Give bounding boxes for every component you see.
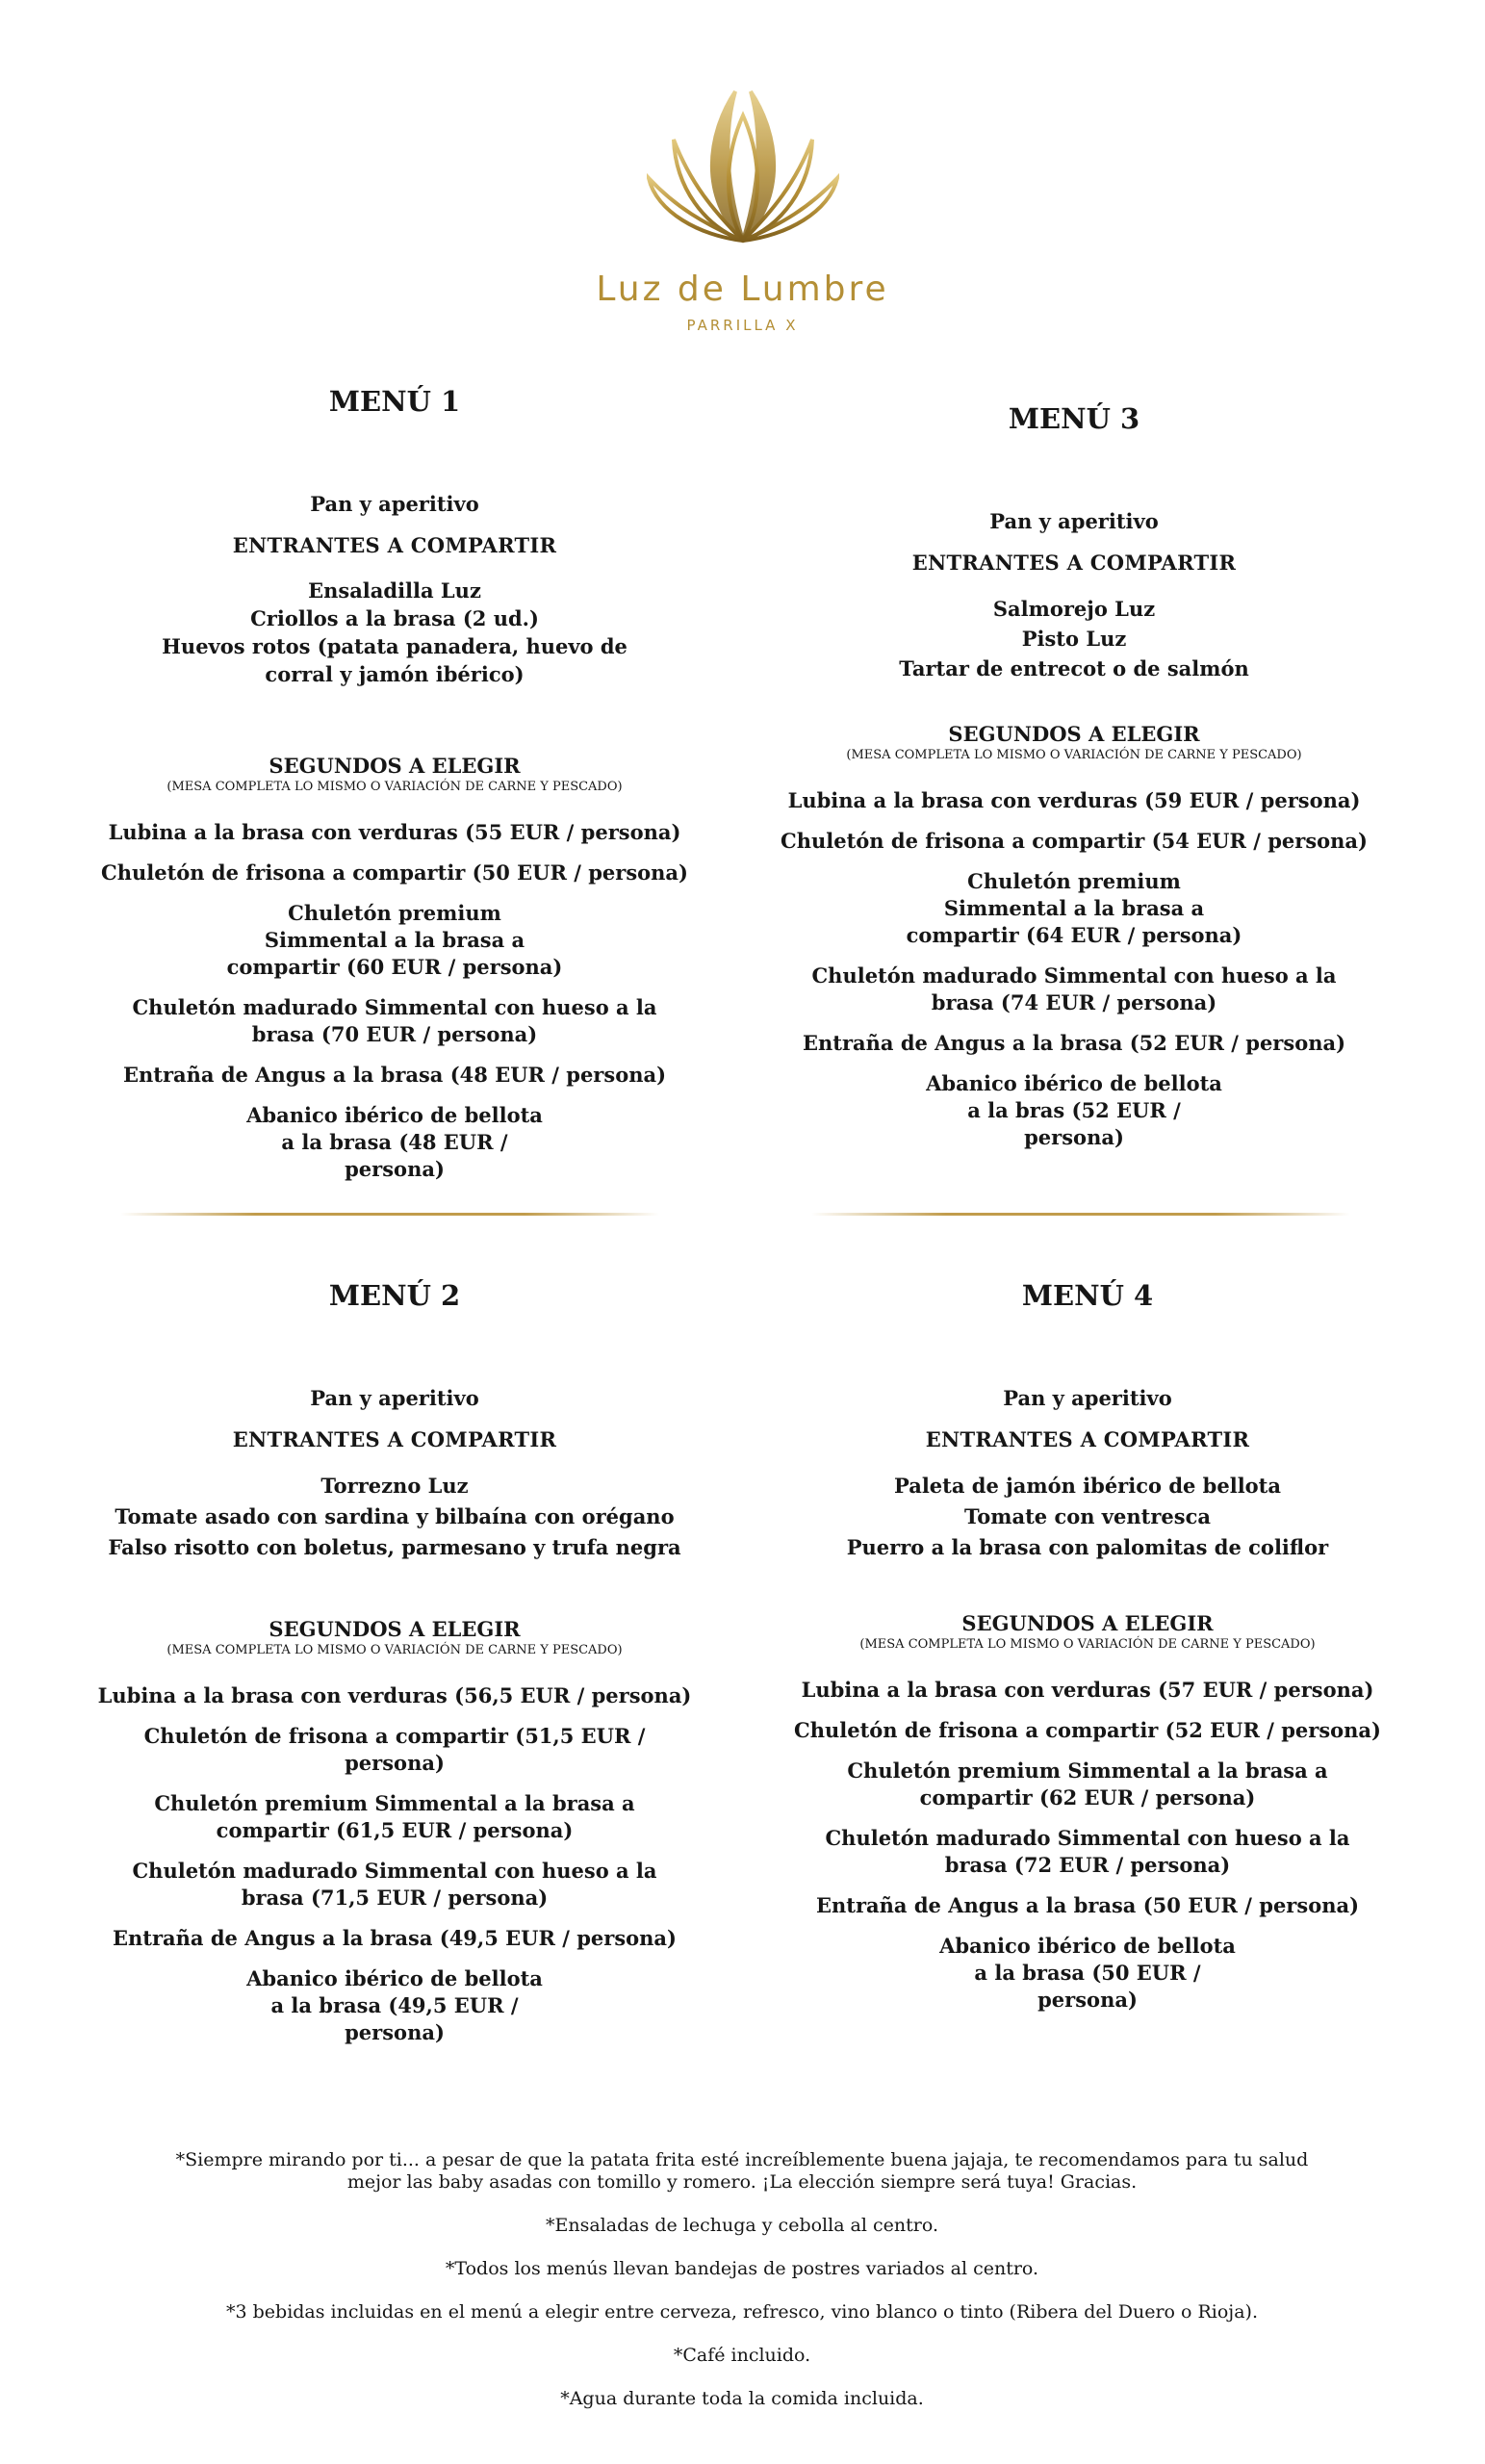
list-item: Chuletón premium Simmental a la brasa a compartir (64 EUR / persona) [906, 869, 1242, 947]
menu-title: MENÚ 1 [328, 385, 461, 418]
footer-note: *Agua durante toda la comida incluida. [560, 2388, 924, 2409]
footer-note: *Ensaladas de lechuga y cebolla al centro. [546, 2215, 938, 2236]
menu-title: MENÚ 4 [1021, 1279, 1154, 1312]
list-item: Tomate asado con sardina y bilbaína con orégano [115, 1504, 675, 1528]
list-item: Salmorejo Luz [992, 597, 1156, 621]
segundos-label: SEGUNDOS A ELEGIR [269, 754, 521, 778]
list-item: Criollos a la brasa (2 ud.) [250, 606, 539, 630]
footer-note: *Siempre mirando por ti... a pesar de que la patata frita esté increíblemente buena jajaja, te recomendamos para tu salud mejor las baby asadas con tomillo y romero. ¡La elección siempre será tuya! Gracias. [175, 2149, 1309, 2193]
list-item: Lubina a la brasa con verduras (57 EUR / persona) [801, 1678, 1374, 1702]
list-item: Abanico ibérico de bellota a la brasa (50 EUR / persona) [939, 1934, 1236, 2012]
segundos-note: (MESA COMPLETA LO MISMO O VARIACIÓN DE CARNE Y PESCADO) [859, 1637, 1316, 1652]
list-item: Chuletón premium Simmental a la brasa a compartir (60 EUR / persona) [226, 901, 563, 979]
list-item: Tartar de entrecot o de salmón [899, 656, 1249, 680]
list-item: Falso risotto con boletus, parmesano y trufa negra [108, 1535, 681, 1559]
list-item: Chuletón de frisona a compartir (52 EUR / persona) [794, 1718, 1381, 1742]
menu-3 [776, 402, 1372, 1165]
segundos-label: SEGUNDOS A ELEGIR [961, 1611, 1214, 1635]
segundos-list [96, 1682, 693, 2046]
menu-2 [96, 1279, 693, 2060]
footer-note: *Todos los menús llevan bandejas de postres variados al centro. [445, 2258, 1039, 2279]
divider-left [120, 1213, 659, 1216]
segundos-note: (MESA COMPLETA LO MISMO O VARIACIÓN DE CARNE Y PESCADO) [846, 748, 1302, 762]
segundos-list [776, 787, 1372, 1151]
footer-note: *3 bebidas incluidas en el menú a elegir entre cerveza, refresco, vino blanco o tinto (Ribera del Duero o Rioja). [226, 2301, 1258, 2323]
list-item: Ensaladilla Luz [308, 578, 481, 603]
segundos-note: (MESA COMPLETA LO MISMO O VARIACIÓN DE CARNE Y PESCADO) [166, 780, 623, 794]
pan-line: Pan y aperitivo [1003, 1386, 1172, 1410]
list-item: Chuletón madurado Simmental con hueso a la brasa (72 EUR / persona) [825, 1826, 1350, 1877]
entrantes-label: ENTRANTES A COMPARTIR [925, 1427, 1250, 1451]
menu-title: MENÚ 2 [328, 1279, 461, 1312]
list-item: Chuletón de frisona a compartir (51,5 EUR / persona) [143, 1724, 646, 1775]
entrantes-list [776, 594, 1372, 683]
list-item: Paleta de jamón ibérico de bellota [894, 1474, 1281, 1498]
footer-notes [165, 2149, 1319, 2431]
list-item: Chuletón madurado Simmental con hueso a la brasa (71,5 EUR / persona) [132, 1859, 657, 1910]
menu-title: MENÚ 3 [1008, 402, 1140, 435]
list-item: Chuletón premium Simmental a la brasa a compartir (61,5 EUR / persona) [154, 1791, 635, 1842]
pan-line: Pan y aperitivo [310, 1386, 479, 1410]
entrantes-list [96, 1471, 693, 1563]
list-item: Chuletón madurado Simmental con hueso a la brasa (70 EUR / persona) [132, 995, 657, 1046]
list-item: Entraña de Angus a la brasa (50 EUR / persona) [815, 1893, 1360, 1917]
list-item: Chuletón premium Simmental a la brasa a compartir (62 EUR / persona) [847, 1758, 1328, 1810]
list-item: Lubina a la brasa con verduras (59 EUR / persona) [787, 788, 1361, 812]
brand-name: Luz de Lumbre [596, 270, 889, 309]
menu-4 [789, 1279, 1386, 2027]
segundos-label: SEGUNDOS A ELEGIR [269, 1617, 521, 1641]
segundos-list [96, 819, 693, 1183]
pan-line: Pan y aperitivo [310, 492, 479, 516]
list-item: Entraña de Angus a la brasa (48 EUR / persona) [122, 1063, 667, 1087]
list-item: Abanico ibérico de bellota a la brasa (48 EUR / persona) [246, 1103, 543, 1181]
logo [0, 82, 1485, 334]
entrantes-list [789, 1471, 1386, 1563]
entrantes-label: ENTRANTES A COMPARTIR [911, 551, 1237, 575]
list-item: Entraña de Angus a la brasa (52 EUR / persona) [802, 1031, 1346, 1055]
segundos-label: SEGUNDOS A ELEGIR [948, 722, 1200, 746]
lotus-flame-icon [647, 82, 839, 245]
entrantes-label: ENTRANTES A COMPARTIR [232, 1427, 557, 1451]
segundos-list [789, 1677, 1386, 2014]
list-item: Abanico ibérico de bellota a la brasa (49,5 EUR / persona) [246, 1966, 543, 2044]
list-item: Pisto Luz [1021, 627, 1127, 651]
pan-line: Pan y aperitivo [989, 509, 1159, 533]
segundos-note: (MESA COMPLETA LO MISMO O VARIACIÓN DE CARNE Y PESCADO) [166, 1643, 623, 1657]
list-item: Chuletón de frisona a compartir (50 EUR / persona) [101, 860, 688, 885]
list-item: Torrezno Luz [320, 1474, 469, 1498]
brand-subtitle: PARRILLA X [686, 317, 799, 334]
list-item: Chuletón madurado Simmental con hueso a la brasa (74 EUR / persona) [811, 963, 1337, 1014]
entrantes-label: ENTRANTES A COMPARTIR [232, 533, 557, 557]
list-item: Chuletón de frisona a compartir (54 EUR / persona) [781, 829, 1368, 853]
entrantes-list [96, 577, 693, 688]
list-item: Abanico ibérico de bellota a la bras (52 EUR / persona) [926, 1071, 1222, 1149]
list-item: Huevos rotos (patata panadera, huevo de corral y jamón ibérico) [162, 634, 627, 686]
list-item: Lubina a la brasa con verduras (55 EUR / persona) [108, 820, 681, 844]
list-item: Entraña de Angus a la brasa (49,5 EUR / persona) [113, 1926, 677, 1950]
menu-1 [96, 385, 693, 1196]
list-item: Puerro a la brasa con palomitas de coliflor [846, 1535, 1329, 1559]
footer-note: *Café incluido. [673, 2345, 811, 2366]
list-item: Tomate con ventresca [964, 1504, 1211, 1528]
list-item: Lubina a la brasa con verduras (56,5 EUR / persona) [97, 1683, 692, 1707]
divider-right [811, 1213, 1350, 1216]
